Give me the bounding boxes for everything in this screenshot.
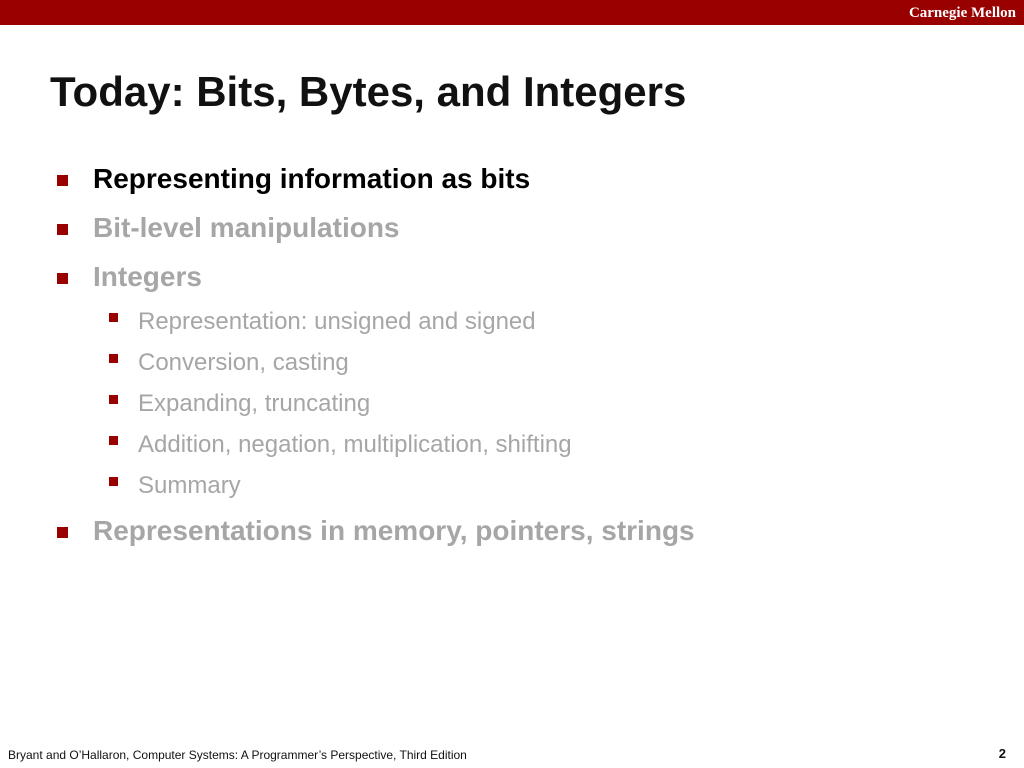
sub-bullet-label: Representation: unsigned and signed (138, 308, 536, 335)
square-bullet-icon (57, 175, 68, 186)
bullet-label: Bit-level manipulations (93, 212, 400, 243)
page-number: 2 (998, 746, 1006, 761)
bullet-label: Representations in memory, pointers, strings (93, 515, 695, 546)
sub-bullet-label: Summary (138, 472, 241, 499)
sub-bullet-label: Addition, negation, multiplication, shifting (138, 431, 572, 458)
square-sub-bullet-icon (109, 313, 118, 322)
square-sub-bullet-icon (109, 436, 118, 445)
square-bullet-icon (57, 273, 68, 284)
bullet-label: Integers (93, 261, 202, 292)
brand-label: Carnegie Mellon (908, 5, 1016, 21)
footer-citation: Bryant and O’Hallaron, Computer Systems: A Programmer’s Perspective, Third Edition (8, 748, 467, 762)
square-sub-bullet-icon (109, 354, 118, 363)
square-bullet-icon (57, 224, 68, 235)
bullet-label: Representing information as bits (93, 163, 531, 194)
slide-title: Today: Bits, Bytes, and Integers (50, 68, 687, 115)
square-bullet-icon (57, 527, 68, 538)
sub-bullet-label: Conversion, casting (138, 349, 349, 376)
square-sub-bullet-icon (109, 395, 118, 404)
square-sub-bullet-icon (109, 477, 118, 486)
sub-bullet-label: Expanding, truncating (138, 390, 371, 417)
